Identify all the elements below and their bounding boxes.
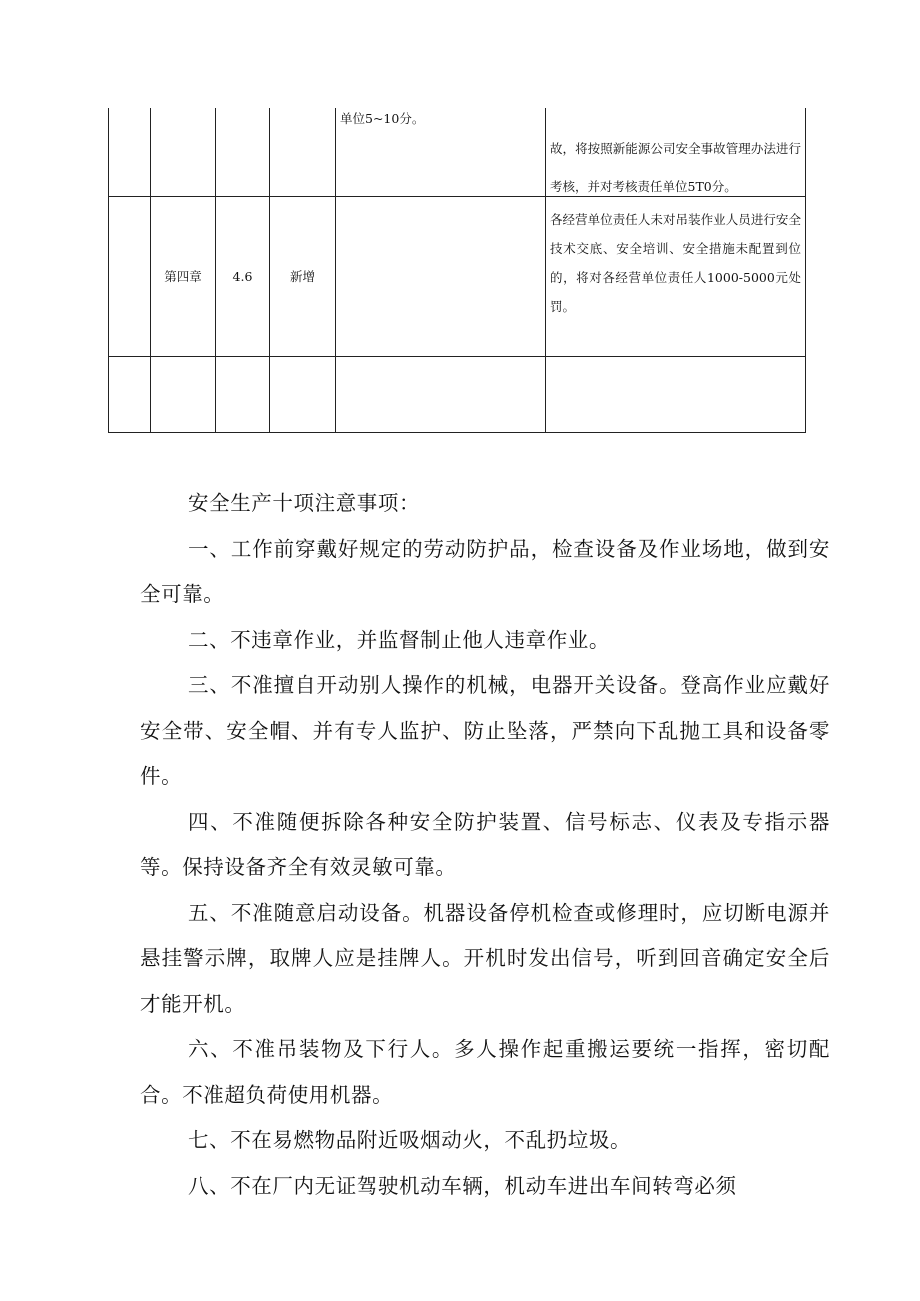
table-cell [546, 357, 806, 432]
table-cell [336, 357, 546, 432]
note-item: 八、不在厂内无证驾驶机动车辆，机动车进出车间转弯必须 [188, 1173, 737, 1198]
note-item: 四、不准随便拆除各种安全防护装置、信号标志、仪表及专指示器等。保持设备齐全有效灵敏可靠。 [140, 809, 830, 879]
table-row [109, 108, 806, 197]
safety-notes [140, 481, 830, 1209]
table-cell: 单位5~10分。 [336, 108, 546, 196]
note-item: 七、不在易燃物品附近吸烟动火，不乱扔垃圾。 [188, 1128, 632, 1152]
table-cell [109, 108, 151, 196]
table-cell [336, 197, 546, 356]
table-cell [109, 357, 151, 432]
change-type-cell [270, 197, 336, 356]
chapter-cell [151, 197, 216, 356]
table-cell [109, 197, 151, 356]
table-cell [151, 357, 216, 432]
table-cell: 各经营单位责任人未对吊装作业人员进行安全技术交底、安全培训、安全措施未配置到位的，将对各经营单位责任人1000-5000元处罚。 [546, 197, 806, 356]
note-item: 二、不违章作业，并监督制止他人违章作业。 [188, 627, 610, 652]
table-cell [270, 357, 336, 432]
table-row [109, 197, 806, 357]
table-cell [270, 108, 336, 196]
chapter-text: 第四章 [164, 268, 202, 284]
note-item: 六、不准吊装物及下行人。多人操作起重搬运要统一指挥，密切配合。不准超负荷使用机器。 [140, 1037, 830, 1107]
assessment-table [108, 108, 806, 433]
note-item: 三、不准擅自开动别人操作的机械，电器开关设备。登高作业应戴好安全带、安全帽、并有专人监护、防止坠落，严禁向下乱抛工具和设备零件。 [140, 673, 830, 788]
note-item: 一、工作前穿戴好规定的劳动防护品，检查设备及作业场地，做到安全可靠。 [140, 536, 830, 606]
clause-cell [216, 197, 270, 356]
table-cell [151, 108, 216, 196]
table-cell [216, 357, 270, 432]
table-row [109, 357, 806, 432]
notes-title: 安全生产十项注意事项： [188, 491, 421, 515]
clause-text: 4.6 [232, 268, 253, 284]
change-type-text: 新增 [289, 268, 315, 284]
table-cell [216, 108, 270, 196]
table-cell: 故，将按照新能源公司安全事故管理办法进行考核，并对考核责任单位5T0分。 [546, 108, 806, 196]
note-item: 五、不准随意启动设备。机器设备停机检查或修理时，应切断电源并悬挂警示牌，取牌人应是挂牌人。开机时发出信号，听到回音确定安全后才能开机。 [140, 900, 830, 1016]
